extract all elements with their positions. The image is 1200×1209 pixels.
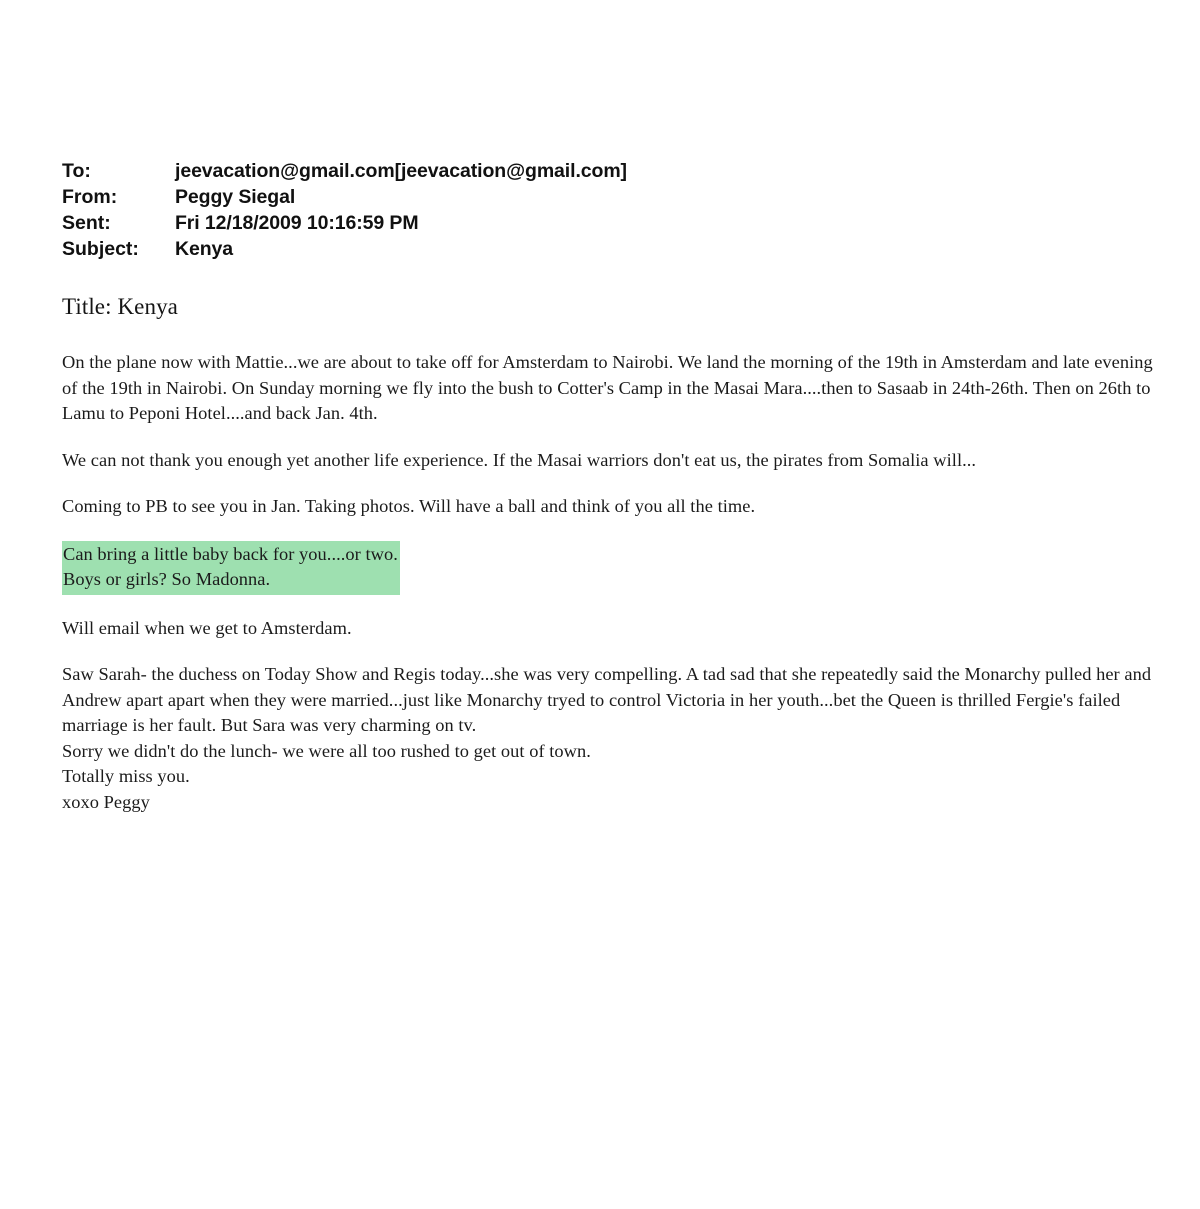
email-header-row-to xyxy=(62,158,1162,184)
body-paragraph-3: Coming to PB to see you in Jan. Taking photos. Will have a ball and think of you all the time. xyxy=(62,496,756,516)
document-title: Title: Kenya xyxy=(62,294,178,319)
sent-label: Sent: xyxy=(62,212,111,234)
from-label: From: xyxy=(62,186,118,208)
highlighted-passage xyxy=(62,541,400,595)
closing-block xyxy=(62,662,1162,815)
email-body xyxy=(62,350,1162,815)
closing-paragraph-3: Totally miss you. xyxy=(62,766,190,786)
email-header-row-sent xyxy=(62,210,1162,236)
email-document xyxy=(62,158,1162,815)
email-header-row-subject xyxy=(62,236,1162,262)
to-value: jeevacation@gmail.com[jeevacation@gmail.com] xyxy=(175,160,627,182)
signature: xoxo Peggy xyxy=(62,791,150,812)
body-paragraph-4: Will email when we get to Amsterdam. xyxy=(62,617,352,638)
highlighted-line-1: Can bring a little baby back for you....or two. xyxy=(63,543,398,564)
subject-label: Subject: xyxy=(62,238,139,260)
body-paragraph-1: On the plane now with Mattie...we are about to take off for Amsterdam to Nairobi. We land the morning of the 19th in Amsterdam and late evening of the 19th in Nairobi. On Sunday morning we fly into the bush to Cotter's Camp in the Masai Mara....then to Sasaab in 24th-26th. Then on 26th to Lamu to Peponi Hotel....and back Jan. 4th. xyxy=(62,352,1153,423)
closing-paragraph-1: Saw Sarah- the duchess on Today Show and Regis today...she was very compelling. A tad sad that she repeatedly said the Monarchy pulled her and Andrew apart apart when they were married...just like Monarchy tryed to control Victoria in her youth...bet the Queen is thrilled Fergie's failed marriage is her fault. But Sara was very charming on tv. xyxy=(62,664,1152,735)
highlighted-line-2: Boys or girls? So Madonna. xyxy=(63,569,271,589)
from-value: Peggy Siegal xyxy=(175,186,296,208)
subject-value: Kenya xyxy=(175,238,234,260)
to-label: To: xyxy=(62,160,91,182)
email-header xyxy=(62,158,1162,262)
sent-value: Fri 12/18/2009 10:16:59 PM xyxy=(175,212,419,234)
closing-paragraph-2: Sorry we didn't do the lunch- we were all too rushed to get out of town. xyxy=(62,740,591,761)
body-paragraph-2: We can not thank you enough yet another life experience. If the Masai warriors don't eat us, the pirates from Somalia will... xyxy=(62,449,977,470)
email-header-row-from xyxy=(62,184,1162,210)
